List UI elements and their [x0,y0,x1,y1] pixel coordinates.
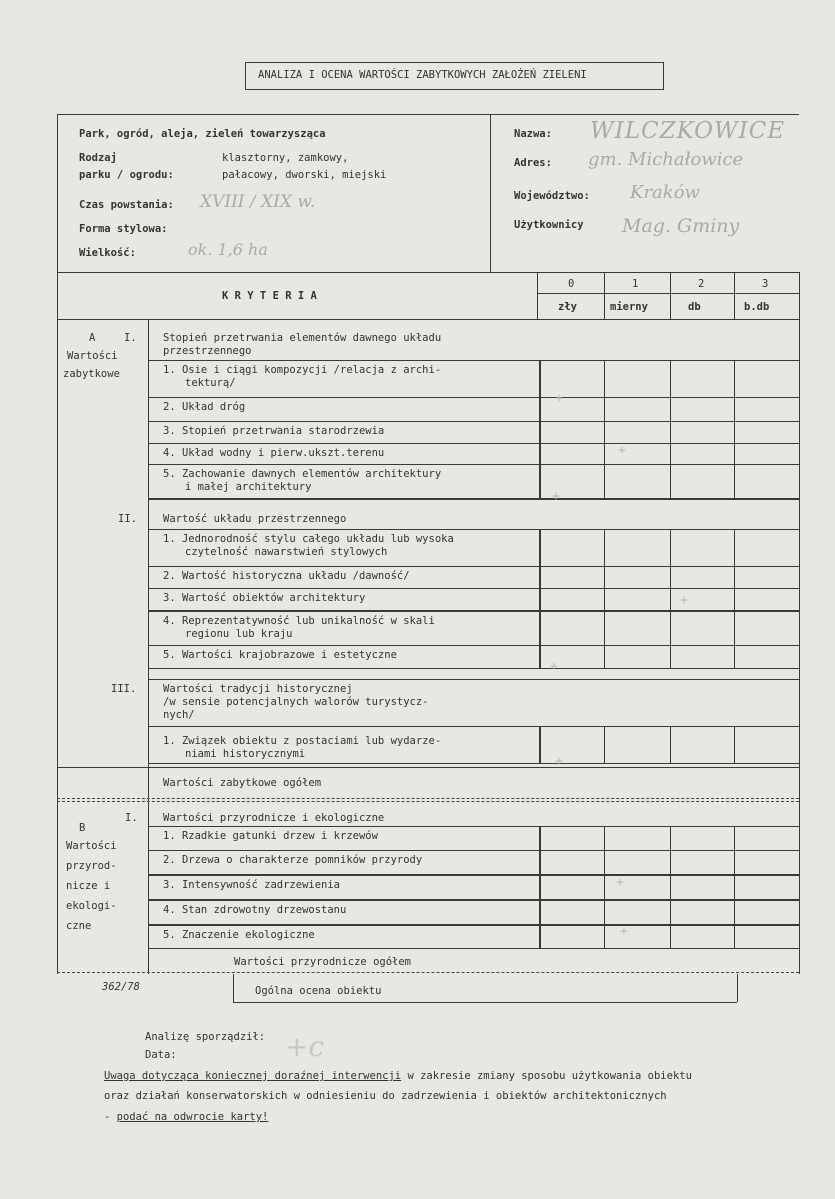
pencil-mark: + [620,924,628,939]
score-cell[interactable] [670,875,735,900]
uwaga-dash: - [104,1111,117,1123]
score-cell[interactable] [540,875,605,900]
czas-powstania-value: XVIII / XIX w. [200,192,316,212]
data-label: Data: [145,1049,177,1061]
nazwa-value: WILCZKOWICE [590,118,786,144]
uzytkownicy-label: Użytkownicy [514,219,584,231]
criterion-a2-1-text-1: czytelność nawarstwień stylowych [185,546,388,558]
criterion-a2-5-text-0: 5. Wartości krajobrazowe i estetyczne [163,649,397,661]
score-cell[interactable] [540,588,605,611]
forma-stylowa-label: Forma stylowa: [79,223,168,235]
ogolna-bottom-line [233,1002,737,1003]
section-b-total: Wartości przyrodnicze ogółem [234,956,412,968]
section-b-letter: B [79,822,86,834]
section-b-name-2: nicze i [66,880,111,892]
criterion-b-5-text-0: 5. Znaczenie ekologiczne [163,929,315,941]
score-cell[interactable] [604,397,671,422]
section-b-name-1: przyrod- [66,860,117,872]
analize-label: Analizę sporządził: [145,1031,266,1043]
score-value-2: 2 [698,278,705,290]
score-cell[interactable] [670,826,735,851]
score-cell[interactable] [734,645,800,669]
score-label-3: b.db [744,301,770,313]
score-cell[interactable] [604,900,671,925]
score-cell[interactable] [670,397,735,422]
score-cell[interactable] [604,360,671,398]
nazwa-label: Nazwa: [514,128,552,140]
pencil-mark: + [550,659,558,674]
score-cell[interactable] [540,464,605,499]
score-cell[interactable] [540,529,605,567]
score-cell[interactable] [734,726,800,764]
score-column-line [537,272,538,319]
wojewodztwo-label: Województwo: [514,190,590,202]
section-divider-dashed [57,798,799,799]
score-cell[interactable] [734,925,800,949]
section-a-roman-2: II. [118,513,137,525]
criterion-b-4-text-0: 4. Stan zdrowotny drzewostanu [163,904,347,916]
section-a-iii-item-2: niami historycznymi [185,748,306,760]
czas-powstania-label: Czas powstania: [79,199,174,211]
section-b-name-0: Wartości [66,840,117,852]
score-cell[interactable] [670,443,735,465]
score-cell[interactable] [734,588,800,611]
section-a-ii-title: Wartość układu przestrzennego [163,513,347,525]
uzytkownicy-value: Mag. Gminy [622,215,740,237]
score-cell[interactable] [540,726,605,764]
score-cell[interactable] [604,925,671,949]
ogolna-ocena-label: Ogólna ocena obiektu [255,985,382,997]
score-cell[interactable] [670,925,735,949]
adres-label: Adres: [514,157,552,169]
pencil-mark: + [616,875,624,890]
score-cell[interactable] [734,611,800,646]
criterion-a1-1-text-1: tekturą/ [185,377,236,389]
section-b-roman: I. [125,812,138,824]
park-types-label: Park, ogród, aleja, zieleń towarzysząca [79,128,326,140]
pencil-mark: + [552,489,560,504]
section-a-i-title-2: przestrzennego [163,345,252,357]
section-a-iii-title-2: /w sensie potencjalnych walorów turystycz- [163,696,429,708]
criterion-a3-1 [148,726,540,764]
rodzaj-options-2: pałacowy, dworski, miejski [222,169,387,181]
kryteria-header: K R Y T E R I A [222,290,317,302]
section-b-title: Wartości przyrodnicze i ekologiczne [163,812,385,824]
section-a-total-top-line [57,767,151,768]
score-cell[interactable] [734,443,800,465]
wojewodztwo-value: Kraków [630,182,700,203]
score-cell[interactable] [670,464,735,499]
score-label-2: db [688,301,701,313]
score-cell[interactable] [670,360,735,398]
rodzaj-label: Rodzaj [79,152,117,164]
header-mid-line [537,293,799,294]
criterion-b-2-text-0: 2. Drzewa o charakterze pomników przyrody [163,854,423,866]
pencil-mark: + [555,754,563,769]
criterion-a2-4-text-1: regionu lub kraju [185,628,293,640]
parku-ogrodu-label: parku / ogrodu: [79,169,174,181]
section-a-roman-3: III. [111,683,137,695]
criterion-a1-3-text-0: 3. Stopień przetrwania starodrzewia [163,425,385,437]
pencil-mark: + [680,593,688,608]
score-cell[interactable] [734,360,800,398]
wielkosc-label: Wielkość: [79,247,136,259]
pencil-mark: + [555,391,563,406]
score-cell[interactable] [670,421,735,444]
score-cell[interactable] [670,645,735,669]
criterion-a2-2-text-0: 2. Wartość historyczna układu /dawność/ [163,570,410,582]
score-cell[interactable] [540,443,605,465]
score-cell[interactable] [604,464,671,499]
score-cell[interactable] [604,645,671,669]
score-cell[interactable] [670,900,735,925]
section-a-i-title-1: Stopień przetrwania elementów dawnego układu [163,332,442,344]
score-cell[interactable] [540,397,605,422]
score-cell[interactable] [604,850,671,875]
pencil-mark: + [618,443,626,458]
info-bottom-line [57,272,799,273]
uwaga-podac: podać na odwrocie karty! [116,1111,269,1123]
group-line [148,767,799,768]
score-label-1: mierny [610,301,648,313]
score-value-0: 0 [568,278,575,290]
score-cell[interactable] [604,588,671,611]
score-column-line [670,272,671,319]
score-cell[interactable] [734,566,800,589]
group-line [148,529,540,530]
score-cell[interactable] [670,726,735,764]
rodzaj-options-1: klasztorny, zamkowy, [222,152,349,164]
pencil-total: +c [285,1030,325,1063]
section-a-name-1: Wartości [67,350,118,362]
ogolna-right-line [737,974,738,1002]
score-cell[interactable] [604,421,671,444]
criterion-a1-1-text-0: 1. Osie i ciągi kompozycji /relacja z archi- [163,364,442,376]
section-a-iii-title-1: Wartości tradycji historycznej [163,683,353,695]
score-label-0: zły [558,301,577,313]
score-cell[interactable] [734,397,800,422]
score-cell[interactable] [734,529,800,567]
group-line [148,679,799,680]
score-cell[interactable] [540,360,605,398]
section-a-iii-item-1: 1. Związek obiektu z postaciami lub wydarze- [163,735,442,747]
score-cell[interactable] [734,875,800,900]
criterion-b-3-text-0: 3. Intensywność zadrzewienia [163,879,341,891]
section-a-roman-1: I. [124,332,137,344]
score-cell[interactable] [734,900,800,925]
score-cell[interactable] [540,850,605,875]
group-line [148,499,799,500]
frame-top-line [57,114,799,115]
uwaga-line-3 [104,1111,268,1124]
criterion-a1-5-text-0: 5. Zachowanie dawnych elementów architektury [163,468,442,480]
section-a-iii-title-3: nych/ [163,709,195,721]
score-cell[interactable] [540,566,605,589]
score-cell[interactable] [734,464,800,499]
frame-right-line [799,272,800,974]
section-a-name-2: zabytkowe [63,368,120,380]
score-value-1: 1 [632,278,639,290]
section-a-letter: A [89,332,96,344]
score-cell[interactable] [670,611,735,646]
frame-left-line [57,114,58,974]
section-b-name-4: czne [66,920,92,932]
criterion-a1-4-text-0: 4. Układ wodny i pierw.ukszt.terenu [163,447,385,459]
score-column-line [604,272,605,319]
criterion-a1-5-text-1: i małej architektury [185,481,312,493]
score-cell[interactable] [604,826,671,851]
criterion-a2-1-text-0: 1. Jednorodność stylu całego układu lub wysoka [163,533,454,545]
form-title: ANALIZA I OCENA WARTOŚCI ZABYTKOWYCH ZAŁOŻEŃ ZIELENI [258,69,587,81]
adres-value: gm. Michałowice [588,149,744,170]
info-divider-line [490,114,491,272]
archive-number: 362/78 [102,981,140,993]
uwaga-line-2: oraz działań konserwatorskich w odniesieniu do zadrzewienia i obiektów architektonicznych [104,1090,667,1102]
uwaga-underlined: Uwaga dotycząca koniecznej doraźnej interwencji [104,1070,402,1082]
wielkosc-value: ok. 1,6 ha [188,240,268,259]
score-cell[interactable] [734,421,800,444]
group-line [148,826,540,827]
score-cell[interactable] [734,850,800,875]
score-cell[interactable] [604,443,671,465]
score-cell[interactable] [670,529,735,567]
section-divider-dashed-2 [57,801,799,802]
score-value-3: 3 [762,278,769,290]
score-cell[interactable] [604,611,671,646]
criterion-a2-3-text-0: 3. Wartość obiektów architektury [163,592,366,604]
uwaga-line-1 [104,1070,692,1083]
criterion-b-1-text-0: 1. Rzadkie gatunki drzew i krzewów [163,830,378,842]
ogolna-left-line [233,974,234,1002]
uwaga-rest: w zakresie zmiany sposobu użytkowania obiektu [401,1070,692,1082]
score-cell[interactable] [604,529,671,567]
score-cell[interactable] [670,850,735,875]
score-cell[interactable] [734,826,800,851]
criterion-a2-4-text-0: 4. Reprezentatywność lub unikalność w skali [163,615,435,627]
score-cell[interactable] [540,421,605,444]
section-b-name-3: ekologi- [66,900,117,912]
score-cell[interactable] [604,726,671,764]
section-b-bottom-dashed [57,972,799,973]
score-cell[interactable] [670,566,735,589]
score-cell[interactable] [540,900,605,925]
section-a-total: Wartości zabytkowe ogółem [163,777,322,789]
score-cell[interactable] [604,875,671,900]
score-cell[interactable] [540,826,605,851]
score-cell[interactable] [540,611,605,646]
criterion-a1-2-text-0: 2. Układ dróg [163,401,246,413]
score-cell[interactable] [540,925,605,949]
group-line [148,319,799,320]
score-cell[interactable] [604,566,671,589]
score-column-line [734,272,735,319]
